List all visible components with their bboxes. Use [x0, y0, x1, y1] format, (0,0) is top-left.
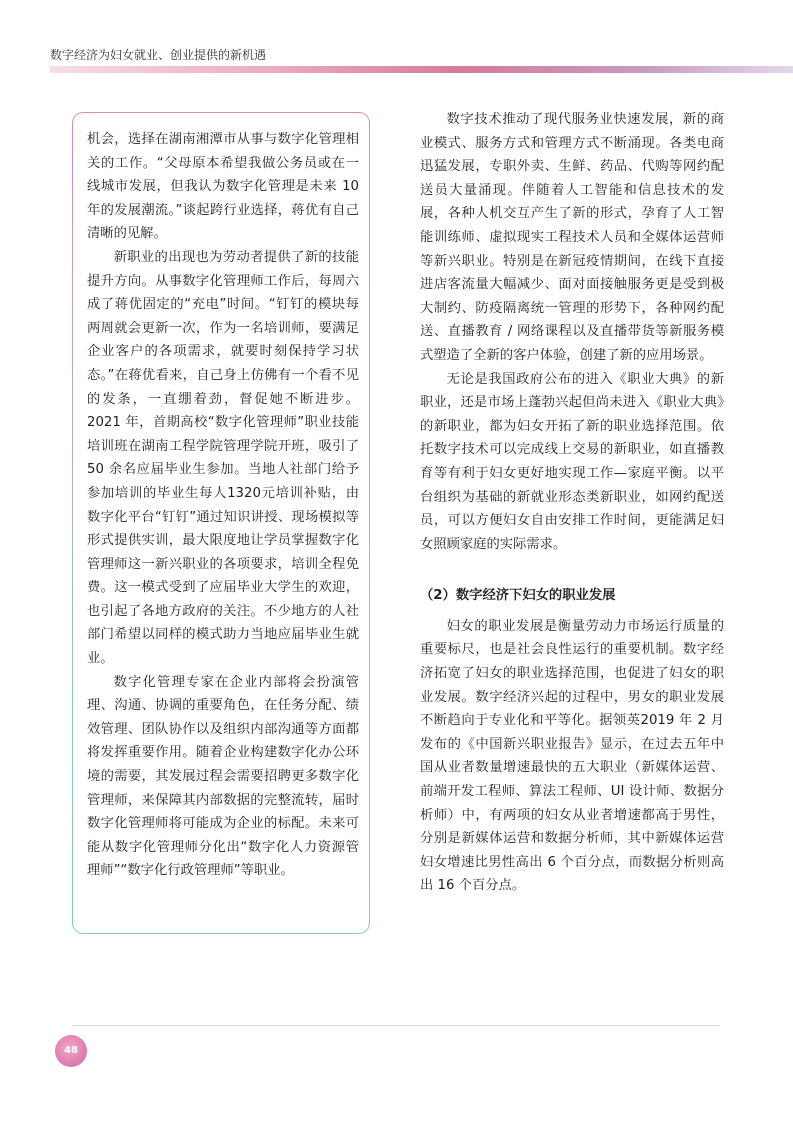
right-paragraph-2: 无论是我国政府公布的进入《职业大典》的新职业，还是市场上蓬勃兴起但尚未进入《职业大典》的新职业，都为妇女开拓了新的职业选择范围。依托数字技术可以完成线上交易的新职业，如直播教育等有利于妇女更好地实现工作—家庭平衡。以平台组织为基础的新就业形态类新职业，如网约配送员，可以方便妇女自由安排工作时间，更能满足妇女照顾家庭的实际需求。 — [420, 371, 724, 552]
section-heading: （2）数字经济下妇女的职业发展 — [420, 588, 616, 604]
right-paragraph-1: 数字技术推动了现代服务业快速发展，新的商业模式、服务方式和管理方式不断涌现。各类电商迅猛发展，专职外卖、生鲜、药品、代购等网约配送员大量涌现。伴随着人工智能和信息技术的发展，各种人机交互产生了新的形式，孕育了人工智能训练师、虚拟现实工程技术人员和全媒体运营师等新兴职业。特别是在新冠疫情期间，在线下直接进店客流量大幅减少、面对面接触服务更是受到极大制约、防疫隔离统一管理的形势下，各种网约配送、直播教育 / 网络课程以及直播带货等新服务模式塑造了全新的客户体验，创建了新的应用场景。 — [420, 112, 724, 363]
section-paragraph-1: 妇女的职业发展是衡量劳动力市场运行质量的重要标尺，也是社会良性运行的重要机制。数字经济拓宽了妇女的职业选择范围，也促进了妇女的职业发展。数字经济兴起的过程中，男女的职业发展不断趋向于专业化和平等化。据领英2019 年 2 月发布的《中国新兴职业报告》显示，在过去五年中国从业者数量增速最快的五大职业（新媒体运营、前端开发工程师、算法工程师、UI 设计师、数据分析师）中，有两项的妇女从业者增速都高于男性，分别是新媒体运营和数据分析师，其中新媒体运营妇女增速比男性高出 6 个百分点，而数据分析则高出 16 个百分点。 — [420, 618, 724, 894]
running-header: 数字经济为妇女就业、创业提供的新机遇 — [50, 48, 267, 62]
page-number: 48 — [64, 1045, 78, 1056]
header-gradient-bar — [50, 66, 793, 73]
left-paragraph-3: 数字化管理专家在企业内部将会扮演管理、沟通、协调的重要角色，在任务分配、绩效管理、团队协作以及组织内部沟通等方面都将发挥重要作用。随着企业构建数字化办公环境的需要，其发展过程会需要招聘更多数字化管理师，来保障其内部数据的完整流转，届时数字化管理师将可能成为企业的标配。未来可能从数字化管理师分化出“数字化人力资源管理师”“数字化行政管理师”等职业。 — [87, 674, 359, 879]
left-column — [87, 128, 359, 883]
left-paragraph-1: 机会，选择在湖南湘潭市从事与数字化管理相关的工作。“父母原本希望我做公务员或在一线城市发展，但我认为数字化管理是未来 10 年的发展潮流。”谈起跨行业选择，蒋优有自己清晰的见解。 — [87, 132, 359, 242]
right-column — [420, 108, 724, 898]
left-paragraph-2: 新职业的出现也为劳动者提供了新的技能提升方向。从事数字化管理师工作后，每周六成了蒋优固定的“充电”时间。“钉钉的模块每两周就会更新一次，作为一名培训师，要满足企业客户的各项需求，就要时刻保持学习状态。”在蒋优看来，自己身上仿佛有一个看不见的发条，一直绷着劲，督促她不断进步。2021 年，首期高校“数字化管理师”职业技能培训班在湖南工程学院管理学院开班，吸引了 50 余名应届毕业生参加。当地人社部门给予参加培训的毕业生每人1320元培训补贴，由数字化平台“钉钉”通过知识讲授、现场模拟等形式提供实训，最大限度地让学员掌握数字化管理师这一新兴职业的各项要求，培训全程免费。这一模式受到了应届毕业大学生的欢迎，也引起了各地方政府的关注。不少地方的人社部门希望以同样的模式助力当地应届毕业生就业。 — [87, 249, 359, 667]
footer-divider — [72, 1025, 720, 1026]
